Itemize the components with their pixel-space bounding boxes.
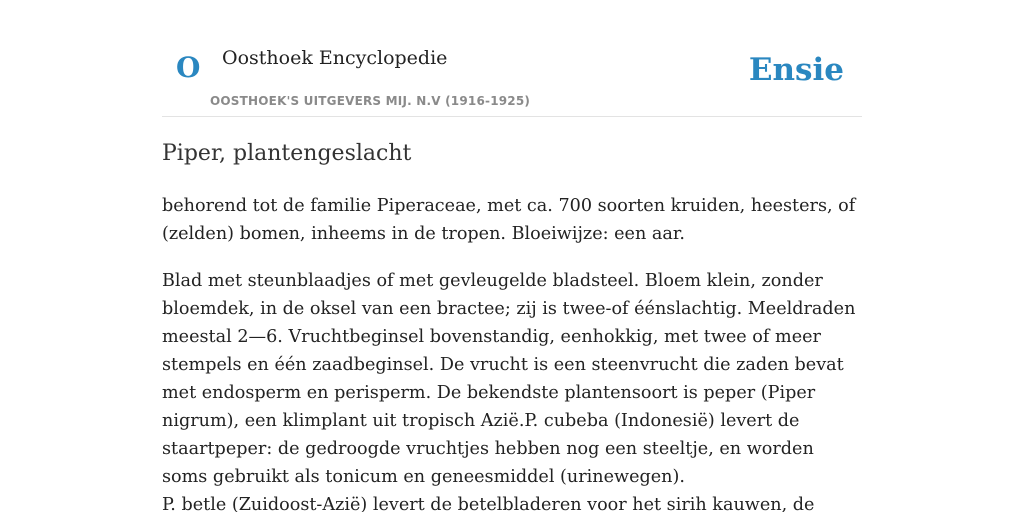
site-header bbox=[162, 0, 862, 117]
article-paragraph: Blad met steunblaadjes of met gevleugelde bladsteel. Bloem klein, zonder bloemdek, in de oksel van een bractee; zij is twee-of éénslachtig. Meeldraden meestal 2—6. Vruchtbeginsel bovenstandig, eenhokkig, met twee of meer stempels en één zaadbeginsel. De vrucht is een steenvrucht die zaden bevat met endosperm en perisperm. De bekendste plantensoort is peper (Piper nigrum), een klimplant uit tropisch Azië.P. cubeba (Indonesië) levert de staartpeper: de gedroogde vruchtjes hebben nog een steeltje, en worden soms gebruikt als tonicum en geneesmiddel (urinewegen). bbox=[162, 271, 856, 487]
article-body bbox=[162, 192, 862, 512]
brand-logo-link[interactable]: Ensie bbox=[748, 52, 844, 88]
site-logo[interactable]: O bbox=[176, 51, 201, 84]
article-paragraph: P. betle (Zuidoost-Azië) levert de betelbladeren voor het sirih kauwen, de bbox=[162, 495, 815, 512]
article-title: Piper, plantengeslacht bbox=[162, 141, 412, 166]
article-paragraph: behorend tot de familie Piperaceae, met ca. 700 soorten kruiden, heesters, of (zelden) bomen, inheems in de tropen. Bloeiwijze: een aar. bbox=[162, 196, 856, 244]
publisher-subtitle: OOSTHOEK'S UITGEVERS MIJ. N.V (1916-1925) bbox=[210, 94, 531, 108]
site-title[interactable]: Oosthoek Encyclopedie bbox=[222, 47, 448, 69]
